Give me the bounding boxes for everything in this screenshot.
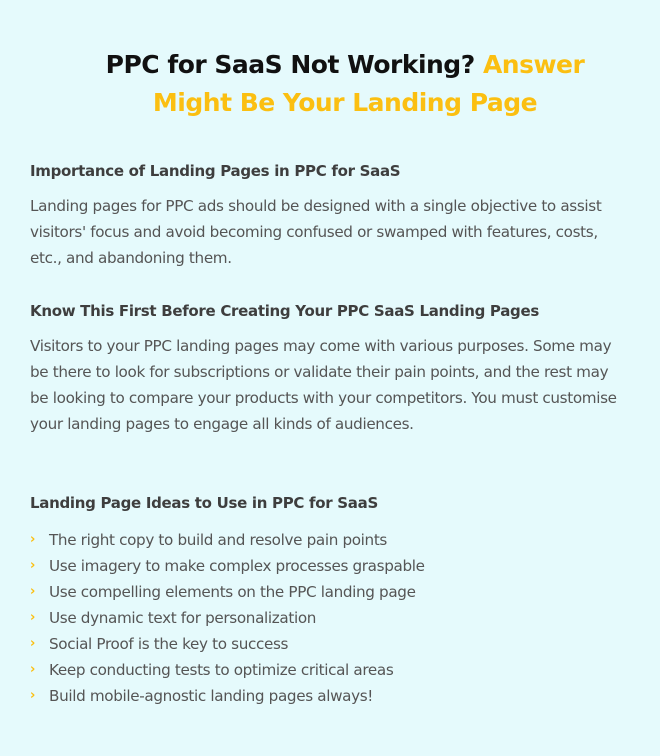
- section-heading: Landing Page Ideas to Use in PPC for SaaS: [30, 494, 378, 512]
- section-heading: Importance of Landing Pages in PPC for SaaS: [30, 162, 401, 180]
- section-importance: [30, 161, 630, 271]
- list-item: [30, 683, 630, 709]
- title-part-2: Answer: [482, 50, 585, 79]
- list-item-text: Social Proof is the key to success: [49, 635, 289, 653]
- list-item-text: Use compelling elements on the PPC landing page: [49, 583, 416, 601]
- list-item-text: Use imagery to make complex processes graspable: [49, 557, 425, 575]
- page-title: [0, 46, 660, 122]
- chevron-right-icon: ›: [30, 584, 36, 599]
- section-paragraph: Landing pages for PPC ads should be designed with a single objective to assist visitors' focus and avoid becoming confused or swamped with features, costs, etc., and abandoning them.: [30, 197, 602, 267]
- chevron-right-icon: ›: [30, 636, 36, 651]
- title-line-2: Might Be Your Landing Page: [152, 88, 538, 117]
- chevron-right-icon: ›: [30, 610, 36, 625]
- list-item: [30, 553, 630, 579]
- section-know-this-first: [30, 301, 630, 437]
- ideas-list: [30, 527, 630, 709]
- section-landing-ideas: [30, 493, 630, 709]
- list-item-text: Use dynamic text for personalization: [49, 609, 317, 627]
- chevron-right-icon: ›: [30, 662, 36, 677]
- title-part-1: PPC for SaaS Not Working?: [105, 50, 475, 79]
- list-item: [30, 631, 630, 657]
- section-heading: Know This First Before Creating Your PPC SaaS Landing Pages: [30, 302, 539, 320]
- list-item-text: The right copy to build and resolve pain points: [49, 531, 387, 549]
- list-item: [30, 579, 630, 605]
- list-item-text: Keep conducting tests to optimize critical areas: [49, 661, 394, 679]
- list-item-text: Build mobile-agnostic landing pages always!: [49, 687, 374, 705]
- list-item: [30, 527, 630, 553]
- list-item: [30, 605, 630, 631]
- chevron-right-icon: ›: [30, 532, 36, 547]
- section-paragraph: Visitors to your PPC landing pages may come with various purposes. Some may be there to look for subscriptions or validate their pain points, and the rest may be looking to compare your products with your competitors. You must customise your landing pages to engage all kinds of audiences.: [30, 337, 617, 433]
- chevron-right-icon: ›: [30, 558, 36, 573]
- chevron-right-icon: ›: [30, 688, 36, 703]
- list-item: [30, 657, 630, 683]
